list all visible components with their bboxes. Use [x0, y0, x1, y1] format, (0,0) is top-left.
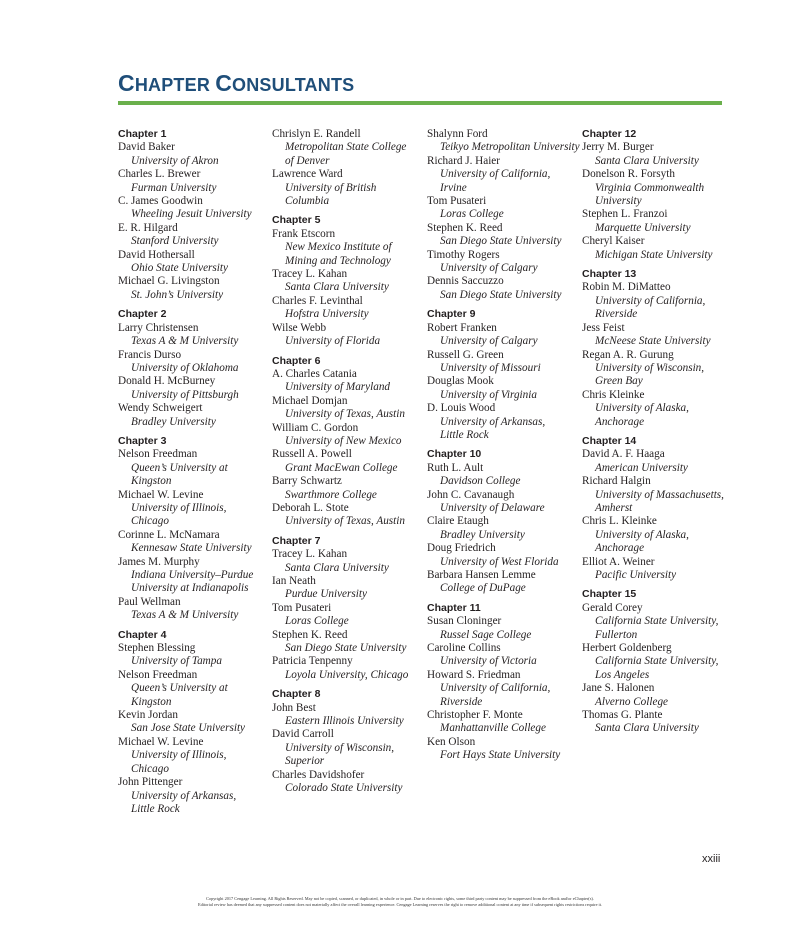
consultant-name: Ruth L. Ault — [427, 461, 484, 474]
consultant-institution: University of Virginia — [440, 388, 537, 401]
consultant-name: John Pittenger — [118, 776, 183, 789]
consultant-institution: Ohio State University — [131, 262, 228, 275]
consultant-institution: Superior — [285, 755, 325, 768]
consultant-name: Charles F. Levinthal — [272, 294, 363, 307]
consultant-institution: University of Arkansas, — [131, 789, 237, 802]
copyright-line-2: Editorial review has deemed that any suppressed content does not materially affect the overall learning experience. Cengage Learning reserves the right to remove additional content at any time if subsequent rights restrictions require it. — [197, 902, 603, 907]
column-1 — [118, 128, 278, 816]
consultant-institution: Alverno College — [595, 695, 669, 708]
consultant-institution: Kingston — [131, 475, 172, 488]
consultant-institution: University of Calgary — [440, 335, 538, 348]
consultant-institution: University of California, — [440, 168, 551, 181]
consultant-institution: University of West Florida — [440, 555, 559, 568]
consultant-name: Tom Pusateri — [427, 195, 487, 208]
consultant-institution: San Diego State University — [440, 235, 562, 248]
consultant-institution: American University — [595, 461, 688, 474]
title-rule — [118, 101, 722, 105]
chapter-heading: Chapter 5 — [272, 214, 321, 227]
consultant-name: David Baker — [118, 141, 175, 154]
chapter-heading: Chapter 6 — [272, 354, 321, 367]
consultant-name: Caroline Collins — [427, 642, 501, 655]
consultant-name: Richard J. Haier — [427, 154, 501, 167]
consultant-institution: Chicago — [131, 515, 169, 528]
chapter-heading: Chapter 8 — [272, 688, 321, 701]
consultant-institution: Bradley University — [131, 415, 216, 428]
consultant-name: Tom Pusateri — [272, 601, 332, 614]
consultant-institution: Queen’s University at — [131, 461, 228, 474]
consultant-name: Michael W. Levine — [118, 735, 204, 748]
column-3 — [427, 128, 587, 763]
consultant-institution: San Jose State University — [131, 722, 246, 735]
consultant-name: Jane S. Halonen — [582, 682, 655, 695]
consultant-institution: Irvine — [440, 181, 467, 194]
consultant-name: Kevin Jordan — [118, 709, 178, 722]
consultant-name: Wilse Webb — [272, 321, 327, 334]
consultant-institution: Queen’s University at — [131, 682, 228, 695]
consultant-institution: Fort Hays State University — [440, 749, 561, 762]
consultant-name: Timothy Rogers — [427, 248, 500, 261]
consultant-name: Charles L. Brewer — [118, 168, 201, 181]
consultant-name: Michael G. Livingston — [118, 275, 220, 288]
consultant-name: Barry Schwartz — [272, 475, 342, 488]
consultant-name: Thomas G. Plante — [582, 709, 663, 722]
consultant-name: Susan Cloninger — [427, 615, 502, 628]
consultant-institution: Indiana University–Purdue — [131, 569, 254, 581]
consultant-institution: Santa Clara University — [285, 561, 389, 574]
consultant-name: Charles Davidshofer — [272, 768, 365, 781]
chapter-heading: Chapter 10 — [427, 448, 482, 461]
consultant-name: Gerald Corey — [582, 601, 643, 614]
consultant-institution: University of Illinois, — [131, 749, 227, 762]
consultant-institution: Santa Clara University — [285, 281, 389, 294]
chapter-heading: Chapter 4 — [118, 628, 167, 641]
consultant-institution: Little Rock — [440, 428, 489, 441]
chapter-heading: Chapter 15 — [582, 588, 637, 601]
consultant-institution: University of Tampa — [131, 655, 222, 668]
consultant-name: Larry Christensen — [118, 321, 199, 334]
consultant-institution: University of Florida — [285, 335, 381, 348]
consultant-institution: Loyola University, Chicago — [285, 668, 409, 681]
column-2 — [272, 128, 432, 796]
consultant-name: Deborah L. Stote — [272, 501, 349, 514]
consultant-name: Chrislyn E. Randell — [272, 128, 361, 140]
consultant-name: Chris Kleinke — [582, 388, 645, 401]
consultant-institution: California State University, — [595, 615, 719, 628]
consultant-institution: University at Indianapolis — [131, 582, 249, 595]
consultant-institution: University of Wisconsin, — [285, 741, 395, 754]
consultant-institution: San Diego State University — [285, 642, 407, 655]
consultant-name: Cheryl Kaiser — [582, 235, 645, 248]
consultant-name: Nelson Freedman — [118, 448, 198, 461]
consultant-institution: Eastern Illinois University — [285, 715, 404, 728]
consultant-name: Michael W. Levine — [118, 488, 204, 501]
consultant-name: Claire Etaugh — [427, 515, 489, 528]
consultant-name: Stephen L. Franzoi — [582, 208, 668, 221]
consultant-institution: Marquette University — [595, 221, 691, 234]
consultant-name: Richard Halgin — [582, 475, 651, 488]
consultant-name: Howard S. Friedman — [427, 668, 521, 681]
consultant-name: A. Charles Catania — [272, 367, 357, 380]
consultant-name: Nelson Freedman — [118, 668, 198, 681]
consultant-institution: Bradley University — [440, 528, 525, 541]
chapter-heading: Chapter 13 — [582, 268, 637, 281]
consultant-institution: Texas A & M University — [131, 335, 239, 348]
consultant-institution: University of Arkansas, — [440, 415, 546, 428]
consultant-institution: University of California, — [440, 682, 551, 695]
consultant-institution: Green Bay — [595, 375, 643, 388]
consultant-name: Douglas Mook — [427, 375, 494, 388]
consultant-name: Corinne L. McNamara — [118, 528, 220, 541]
consultant-name: Christopher F. Monte — [427, 709, 523, 722]
consultant-name: Robert Franken — [427, 321, 497, 334]
consultant-institution: University of Massachusetts, — [595, 488, 724, 501]
consultant-institution: Metropolitan State College — [285, 141, 407, 154]
consultant-institution: Wheeling Jesuit University — [131, 208, 252, 221]
consultant-name: David Hothersall — [118, 248, 195, 261]
consultant-institution: Colorado State University — [285, 782, 403, 795]
consultant-institution: University of Pittsburgh — [131, 388, 239, 401]
consultant-institution: University of New Mexico — [285, 434, 402, 447]
consultant-institution: San Diego State University — [440, 288, 562, 301]
consultant-name: Donald H. McBurney — [118, 375, 216, 388]
consultant-institution: University of Texas, Austin — [285, 515, 405, 528]
consultant-name: C. James Goodwin — [118, 195, 203, 208]
consultant-institution: Virginia Commonwealth — [595, 181, 705, 194]
consultant-institution: University of Akron — [131, 154, 219, 167]
consultant-name: David Carroll — [272, 728, 334, 741]
consultant-name: D. Louis Wood — [427, 402, 496, 415]
consultant-name: Francis Durso — [118, 348, 182, 361]
consultant-institution: Anchorage — [595, 542, 645, 555]
copyright-line-1: Copyright 2017 Cengage Learning. All Rights Reserved. May not be copied, scanned, or duplicated, in whole or in part. Due to electronic rights, some third party content may be suppressed from the eBook and/or eChapter(s). — [206, 896, 594, 901]
page-title — [118, 70, 354, 97]
consultant-name: Frank Etscorn — [272, 227, 336, 240]
consultant-name: Stephen Blessing — [118, 642, 196, 655]
consultant-institution: University of Victoria — [440, 655, 537, 668]
consultant-name: John C. Cavanaugh — [427, 488, 515, 501]
consultant-name: James M. Murphy — [118, 555, 200, 568]
consultant-name: David A. F. Haaga — [582, 448, 665, 461]
consultant-institution: Anchorage — [595, 415, 645, 428]
consultant-institution: Texas A & M University — [131, 609, 239, 622]
consultant-institution: University of Illinois, — [131, 501, 227, 514]
consultant-institution: California State University, — [595, 655, 719, 668]
chapter-heading: Chapter 14 — [582, 434, 637, 447]
chapter-heading: Chapter 9 — [427, 308, 476, 321]
consultant-name: Chris L. Kleinke — [582, 515, 657, 528]
consultant-institution: University of Maryland — [285, 381, 391, 394]
consultant-institution: University of Wisconsin, — [595, 361, 705, 374]
consultant-institution: Hofstra University — [285, 308, 369, 321]
consultant-institution: University of Alaska, — [595, 528, 689, 541]
title-rest-2: ONSULTANTS — [232, 75, 355, 95]
consultant-name: Michael Domjan — [272, 394, 348, 407]
consultant-institution: Stanford University — [131, 235, 219, 248]
consultant-name: Jerry M. Burger — [582, 141, 654, 154]
consultant-institution: University of Calgary — [440, 262, 538, 275]
consultant-institution: Michigan State University — [595, 248, 713, 261]
consultant-institution: University of Texas, Austin — [285, 408, 405, 421]
column-4 — [582, 128, 742, 736]
consultant-name: Donelson R. Forsyth — [582, 168, 675, 181]
consultant-name: Tracey L. Kahan — [272, 548, 348, 561]
consultant-institution: Grant MacEwan College — [285, 461, 398, 474]
consultant-name: William C. Gordon — [272, 421, 359, 434]
consultant-institution: Pacific University — [595, 569, 677, 581]
consultant-name: Jess Feist — [582, 321, 625, 334]
consultant-name: Dennis Saccuzzo — [427, 275, 504, 288]
consultant-institution: Davidson College — [440, 475, 521, 488]
consultant-institution: Kennesaw State University — [131, 542, 252, 555]
consultant-institution: Little Rock — [131, 802, 180, 815]
consultant-institution: University of Missouri — [440, 361, 541, 374]
consultant-institution: Santa Clara University — [595, 154, 699, 167]
chapter-heading: Chapter 12 — [582, 128, 637, 140]
consultant-institution: University of California, — [595, 294, 706, 307]
consultant-name: Shalynn Ford — [427, 128, 488, 140]
consultant-name: Patricia Tenpenny — [272, 655, 353, 668]
consultant-institution: University of Alaska, — [595, 402, 689, 415]
consultant-name: Stephen K. Reed — [427, 221, 503, 234]
consultant-institution: Purdue University — [285, 588, 367, 601]
consultant-institution: Columbia — [285, 195, 330, 208]
consultant-institution: Santa Clara University — [595, 722, 699, 735]
consultant-institution: University of Delaware — [440, 501, 545, 514]
consultant-institution: of Denver — [285, 154, 330, 167]
consultant-name: John Best — [272, 701, 316, 714]
consultant-name: Russell G. Green — [427, 348, 504, 361]
page-number: xxiii — [702, 853, 721, 865]
consultant-institution: Chicago — [131, 762, 169, 775]
consultant-name: Robin M. DiMatteo — [582, 281, 671, 294]
consultant-name: Elliot A. Weiner — [582, 555, 655, 568]
consultant-name: Barbara Hansen Lemme — [427, 569, 536, 581]
consultant-institution: College of DuPage — [440, 582, 526, 595]
consultant-institution: Swarthmore College — [285, 488, 377, 501]
title-initial-2: C — [215, 70, 233, 96]
consultant-institution: Riverside — [440, 695, 483, 708]
consultant-name: Doug Friedrich — [427, 542, 496, 555]
consultant-name: Wendy Schweigert — [118, 402, 203, 415]
title-initial-1: C — [118, 70, 135, 96]
consultant-institution: Riverside — [595, 308, 638, 321]
consultant-institution: University of British — [285, 181, 377, 194]
copyright-notice — [0, 896, 800, 908]
consultant-institution: University — [595, 195, 642, 208]
consultant-institution: St. John’s University — [131, 288, 224, 301]
title-rest-1: HAPTER — [134, 75, 216, 95]
consultant-institution: Loras College — [440, 208, 504, 221]
consultant-institution: Fullerton — [595, 628, 638, 641]
consultant-name: Ken Olson — [427, 735, 476, 748]
consultant-name: Paul Wellman — [118, 595, 181, 608]
consultant-institution: Los Angeles — [595, 668, 650, 681]
consultant-institution: Kingston — [131, 695, 172, 708]
consultant-name: Russell A. Powell — [272, 448, 352, 461]
consultant-name: Regan A. R. Gurung — [582, 348, 674, 361]
consultant-name: Ian Neath — [272, 575, 316, 587]
chapter-heading: Chapter 2 — [118, 308, 167, 321]
consultant-institution: Furman University — [131, 181, 217, 194]
consultant-name: Stephen K. Reed — [272, 628, 348, 641]
consultant-institution: McNeese State University — [595, 335, 711, 348]
consultant-name: Herbert Goldenberg — [582, 642, 672, 655]
chapter-heading: Chapter 7 — [272, 534, 321, 547]
consultant-institution: Amherst — [595, 501, 633, 514]
consultant-institution: University of Oklahoma — [131, 361, 239, 374]
consultant-institution: New Mexico Institute of — [285, 241, 392, 254]
consultant-institution: Manhattanville College — [440, 722, 546, 735]
consultant-institution: Mining and Technology — [285, 254, 391, 267]
consultant-name: Tracey L. Kahan — [272, 268, 348, 281]
chapter-heading: Chapter 11 — [427, 601, 481, 614]
consultant-name: E. R. Hilgard — [118, 221, 178, 234]
consultant-institution: Teikyo Metropolitan University — [440, 141, 580, 154]
chapter-heading: Chapter 3 — [118, 434, 167, 447]
consultant-name: Lawrence Ward — [272, 168, 343, 181]
consultant-institution: Loras College — [285, 615, 349, 628]
chapter-heading: Chapter 1 — [118, 128, 167, 140]
consultant-institution: Russel Sage College — [440, 628, 532, 641]
